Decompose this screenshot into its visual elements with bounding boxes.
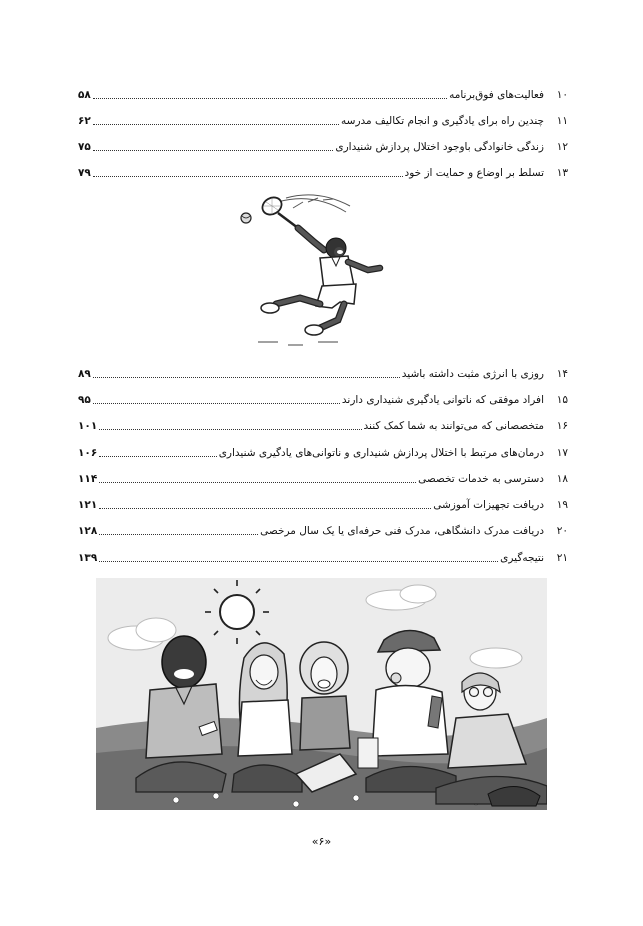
toc-leader-dots bbox=[93, 175, 403, 177]
toc-row[interactable] bbox=[78, 363, 568, 381]
toc-chapter-title: دسترسی به خدمات تخصصی bbox=[418, 473, 544, 485]
toc-page-number: ۱۲۱ bbox=[78, 499, 98, 511]
toc-row[interactable] bbox=[78, 547, 568, 565]
toc-chapter-title: دریافت مدرک دانشگاهی، مدرک فنی حرفه‌ای یا یک سال مرخصی bbox=[260, 525, 544, 537]
toc-row[interactable] bbox=[78, 162, 568, 180]
tennis-player-illustration bbox=[228, 190, 398, 352]
toc-chapter-number: ۱۴ bbox=[556, 368, 568, 380]
toc-row[interactable] bbox=[78, 494, 568, 512]
toc-row[interactable] bbox=[78, 520, 568, 538]
toc-leader-dots bbox=[93, 376, 400, 378]
toc-page-number: ۷۵ bbox=[78, 141, 91, 153]
toc-chapter-number: ۱۱ bbox=[556, 115, 568, 127]
toc-page-number: ۶۲ bbox=[78, 115, 91, 127]
toc-page-number: ۷۹ bbox=[78, 167, 91, 179]
toc-leader-dots bbox=[93, 402, 340, 404]
toc-chapter-number: ۱۰ bbox=[556, 89, 568, 101]
toc-row[interactable] bbox=[78, 110, 568, 128]
toc-row[interactable] bbox=[78, 84, 568, 102]
toc-page-number: ۸۹ bbox=[78, 368, 91, 380]
toc-chapter-number: ۱۹ bbox=[556, 499, 568, 511]
toc-row[interactable] bbox=[78, 442, 568, 460]
toc-page-number: ۱۰۶ bbox=[78, 447, 98, 459]
toc-chapter-number: ۱۷ bbox=[556, 447, 568, 459]
toc-row[interactable] bbox=[78, 415, 568, 433]
toc-chapter-title: افراد موفقی که ناتوانی یادگیری شنیداری دارند bbox=[341, 394, 544, 406]
toc-leader-dots bbox=[99, 455, 216, 457]
toc-row[interactable] bbox=[78, 468, 568, 486]
toc-row[interactable] bbox=[78, 389, 568, 407]
toc-page-number: ۱۱۴ bbox=[78, 473, 98, 485]
toc-chapter-title: دریافت تجهیزات آموزشی bbox=[433, 499, 544, 511]
toc-leader-dots bbox=[99, 481, 416, 483]
toc-chapter-title: تسلط بر اوضاع و حمایت از خود bbox=[404, 167, 544, 179]
toc-page-number: ۵۸ bbox=[78, 89, 91, 101]
toc-chapter-title: چندین راه برای یادگیری و انجام تکالیف مدرسه bbox=[341, 115, 544, 127]
toc-page-number: ۱۳۹ bbox=[78, 552, 98, 564]
toc-leader-dots bbox=[99, 560, 498, 562]
toc-page-number: ۹۵ bbox=[78, 394, 91, 406]
toc-chapter-title: متخصصانی که می‌توانند به شما کمک کنند bbox=[363, 420, 544, 432]
toc-leader-dots bbox=[93, 123, 339, 125]
toc-chapter-number: ۱۸ bbox=[556, 473, 568, 485]
toc-chapter-number: ۱۲ bbox=[556, 141, 568, 153]
toc-chapter-number: ۲۰ bbox=[556, 525, 568, 537]
toc-chapter-title: فعالیت‌های فوق‌برنامه bbox=[449, 89, 544, 101]
toc-leader-dots bbox=[99, 507, 431, 509]
friends-picnic-illustration bbox=[96, 578, 547, 810]
toc-chapter-number: ۲۱ bbox=[556, 552, 568, 564]
toc-chapter-title: زندگی خانوادگی باوجود اختلال پردازش شنیداری bbox=[335, 141, 544, 153]
toc-chapter-title: نتیجه‌گیری bbox=[500, 552, 544, 564]
page-number: «۶» bbox=[311, 835, 332, 848]
toc-leader-dots bbox=[93, 149, 334, 151]
toc-page-number: ۱۰۱ bbox=[78, 420, 98, 432]
toc-chapter-title: روزی با انرژی مثبت داشته باشید bbox=[401, 368, 544, 380]
toc-page-number: ۱۲۸ bbox=[78, 525, 98, 537]
toc-chapter-number: ۱۵ bbox=[556, 394, 568, 406]
toc-leader-dots bbox=[99, 533, 258, 535]
toc-chapter-number: ۱۳ bbox=[556, 167, 568, 179]
toc-chapter-number: ۱۶ bbox=[556, 420, 568, 432]
toc-leader-dots bbox=[93, 97, 447, 99]
toc-row[interactable] bbox=[78, 136, 568, 154]
toc-leader-dots bbox=[99, 428, 361, 430]
toc-chapter-title: درمان‌های مرتبط با اختلال پردازش شنیداری و ناتوانی‌های یادگیری شنیداری bbox=[218, 447, 544, 459]
